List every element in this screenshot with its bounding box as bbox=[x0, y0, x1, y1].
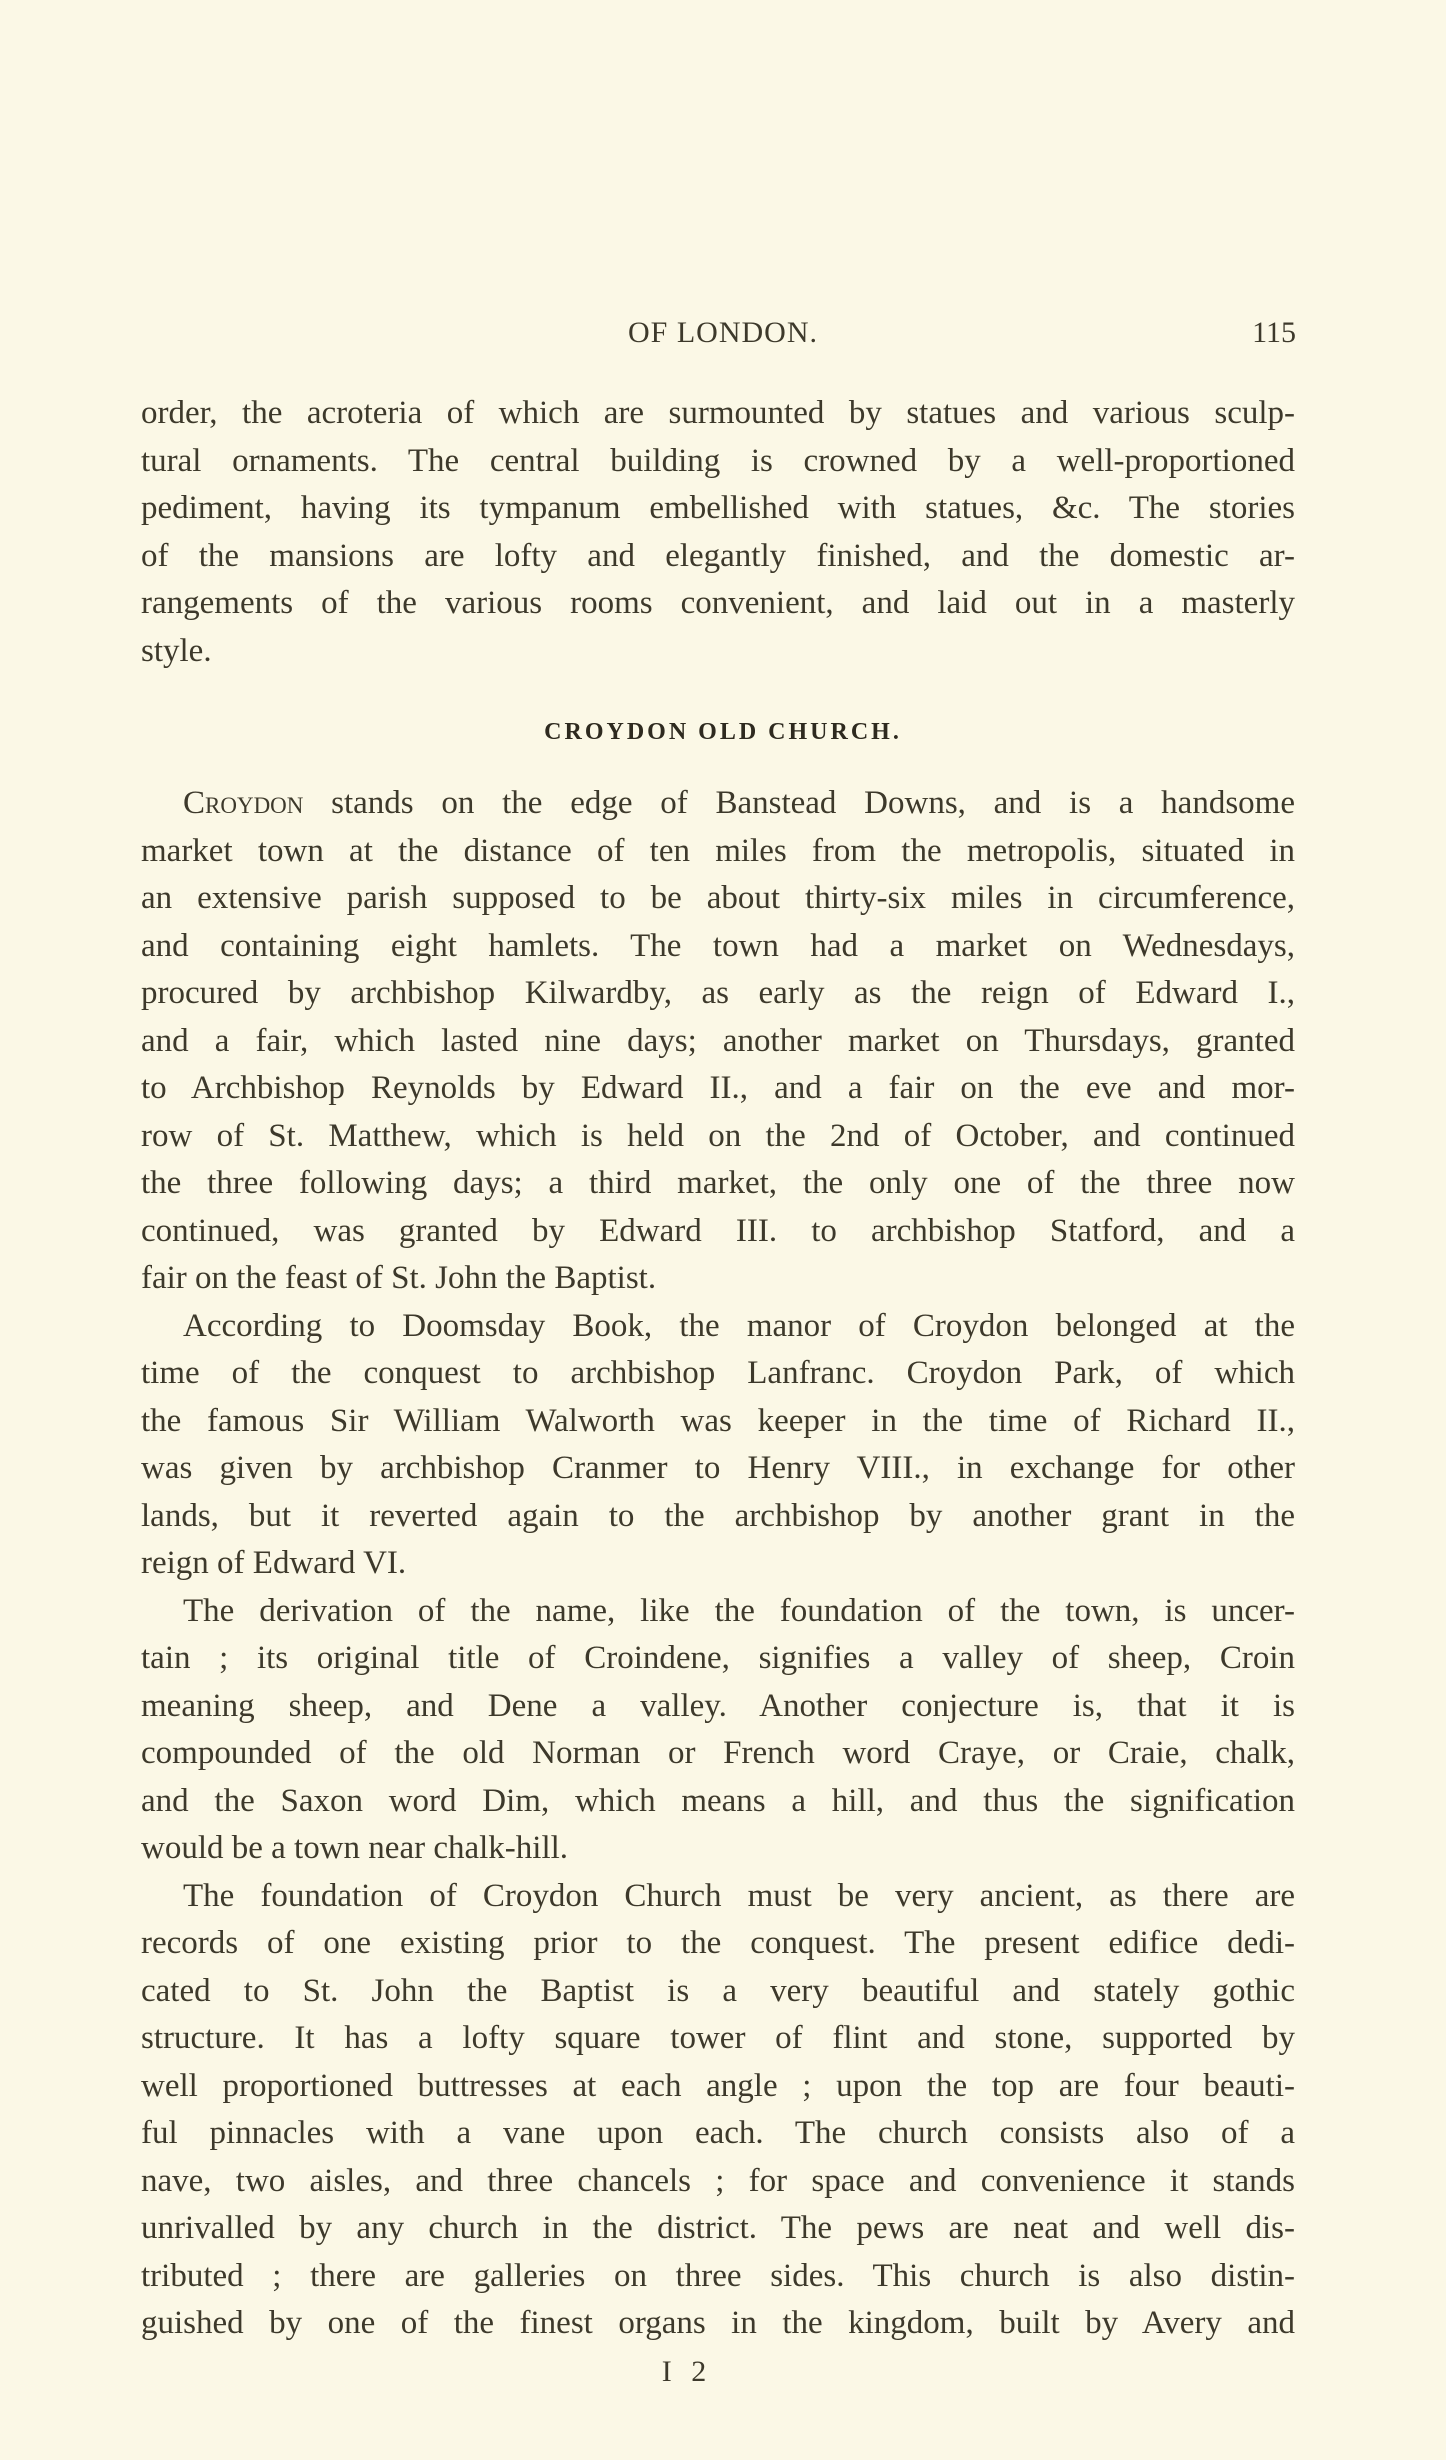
text-line: order, the acroteria of which are surmounted by statues and various sculp- bbox=[141, 395, 1295, 431]
text-line: row of St. Matthew, which is held on the 2nd of October, and continued bbox=[141, 1117, 1295, 1154]
paragraph bbox=[141, 1588, 1295, 1873]
text-line: tain ; its original title of Croindene, signifies a valley of sheep, Croin bbox=[141, 1640, 1295, 1676]
text-line: structure. It has a lofty square tower of flint and stone, supported by bbox=[141, 2020, 1295, 2056]
text-line: tural ornaments. The central building is crowned by a well-proportioned bbox=[141, 442, 1295, 479]
text-line: reign of Edward VI. bbox=[141, 1545, 407, 1581]
text-line: fair on the feast of St. John the Baptist. bbox=[141, 1260, 657, 1296]
text-line: According to Doomsday Book, the manor of Croydon belonged at the bbox=[183, 1307, 1295, 1344]
section-heading: CROYDON OLD CHURCH. bbox=[544, 719, 902, 745]
text-line: cated to St. John the Baptist is a very beautiful and stately gothic bbox=[141, 1972, 1295, 2009]
text-line: nave, two aisles, and three chancels ; for space and convenience it stands bbox=[141, 2162, 1295, 2199]
text-line: well proportioned buttresses at each angle ; upon the top are four beauti- bbox=[141, 2067, 1295, 2104]
text-line: rangements of the various rooms convenient, and laid out in a masterly bbox=[141, 585, 1295, 621]
paragraph bbox=[141, 780, 1295, 1303]
text-line: would be a town near chalk-hill. bbox=[141, 1830, 569, 1866]
text-line: ful pinnacles with a vane upon each. The church consists also of a bbox=[141, 2115, 1295, 2151]
text-line: time of the conquest to archbishop Lanfranc. Croydon Park, of which bbox=[141, 1355, 1295, 1391]
text-line: the three following days; a third market, the only one of the three now bbox=[141, 1165, 1295, 1201]
text-line: compounded of the old Norman or French word Craye, or Craie, chalk, bbox=[141, 1735, 1295, 1771]
text-line: meaning sheep, and Dene a valley. Another conjecture is, that it is bbox=[141, 1687, 1295, 1724]
text-line: the famous Sir William Walworth was keeper in the time of Richard II., bbox=[141, 1402, 1295, 1439]
text-line: procured by archbishop Kilwardby, as early as the reign of Edward I., bbox=[141, 975, 1295, 1011]
running-title: OF LONDON. bbox=[628, 316, 818, 349]
text-line: was given by archbishop Cranmer to Henry VIII., in exchange for other bbox=[141, 1450, 1295, 1486]
signature-mark: I 2 bbox=[661, 2355, 713, 2388]
paragraph bbox=[141, 1873, 1295, 2348]
text-line: guished by one of the finest organs in the kingdom, built by Avery and bbox=[141, 2305, 1295, 2341]
text-line: and the Saxon word Dim, which means a hill, and thus the signification bbox=[141, 1782, 1295, 1819]
text-line: market town at the distance of ten miles from the metropolis, situated in bbox=[141, 832, 1295, 869]
text-line: and a fair, which lasted nine days; another market on Thursdays, granted bbox=[141, 1022, 1295, 1059]
text-line: tributed ; there are galleries on three sides. This church is also distin- bbox=[141, 2257, 1295, 2294]
small-caps-lead: Croydon bbox=[183, 785, 304, 821]
text-line: pediment, having its tympanum embellished with statues, &c. The stories bbox=[141, 490, 1295, 526]
text-line: unrivalled by any church in the district. The pews are neat and well dis- bbox=[141, 2210, 1295, 2246]
text-line: lands, but it reverted again to the archbishop by another grant in the bbox=[141, 1497, 1295, 1534]
text-line: records of one existing prior to the conquest. The present edifice dedi- bbox=[141, 1925, 1295, 1961]
paragraph bbox=[141, 1303, 1295, 1588]
text-line: of the mansions are lofty and elegantly finished, and the domestic ar- bbox=[141, 537, 1295, 574]
text-line: style. bbox=[141, 632, 212, 669]
continued-paragraph bbox=[141, 390, 1295, 675]
page-number: 115 bbox=[1252, 316, 1296, 349]
text-line: an extensive parish supposed to be about thirty-six miles in circumference, bbox=[141, 880, 1295, 916]
text-line: The foundation of Croydon Church must be very ancient, as there are bbox=[183, 1877, 1295, 1914]
body-text bbox=[141, 780, 1295, 2348]
text-line: The derivation of the name, like the foundation of the town, is uncer- bbox=[183, 1592, 1295, 1629]
text-line: and containing eight hamlets. The town had a market on Wednesdays, bbox=[141, 927, 1295, 964]
line-text: stands on the edge of Banstead Downs, and is a handsome bbox=[303, 785, 1295, 821]
text-line bbox=[141, 780, 1295, 828]
text-line: to Archbishop Reynolds by Edward II., and a fair on the eve and mor- bbox=[141, 1070, 1295, 1106]
text-line: continued, was granted by Edward III. to archbishop Statford, and a bbox=[141, 1212, 1295, 1249]
